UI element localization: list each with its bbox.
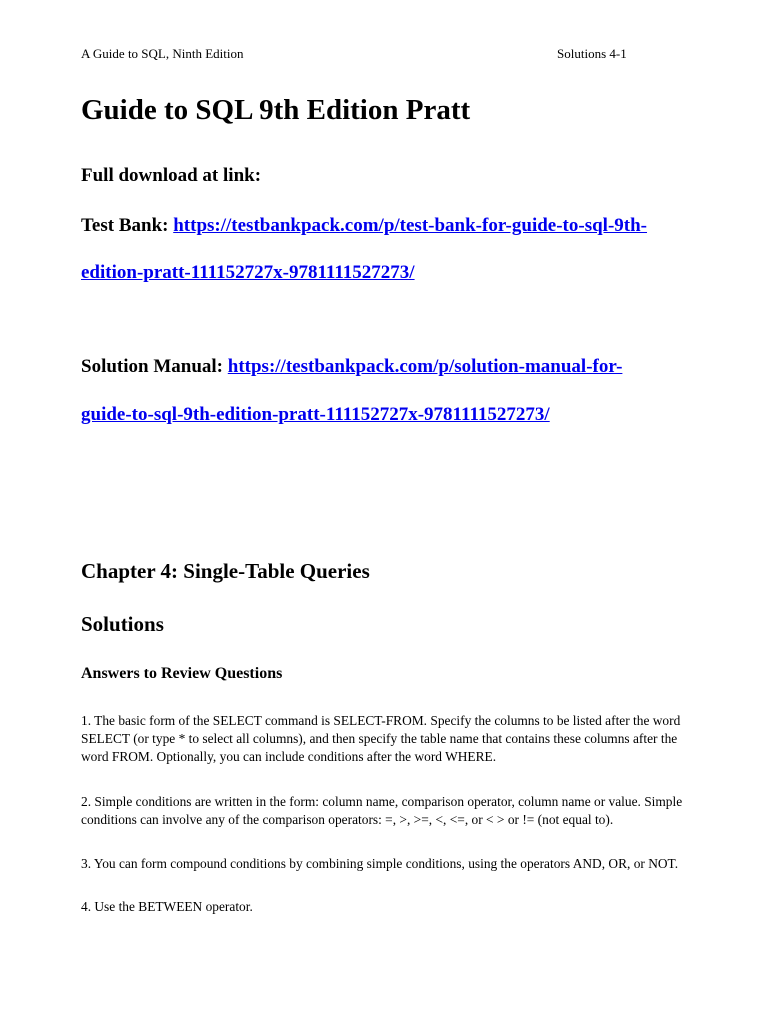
solution-manual-link-part1[interactable]: https://testbankpack.com/p/solution-manual-for- <box>227 356 623 377</box>
document-title: Guide to SQL 9th Edition Pratt <box>81 94 471 126</box>
running-header-right: Solutions 4-1 <box>557 46 627 61</box>
solution-manual-line <box>81 356 622 378</box>
solutions-heading: Solutions <box>81 612 164 636</box>
test-bank-link-part2[interactable]: edition-pratt-111152727x-9781111527273/ <box>81 262 415 283</box>
download-heading: Full download at link: <box>81 165 262 186</box>
test-bank-line <box>81 215 647 237</box>
answer-paragraph-3: 3. You can form compound conditions by combining simple conditions, using the operators AND, OR, or NOT. <box>81 856 679 871</box>
chapter-title: Chapter 4: Single-Table Queries <box>81 559 370 583</box>
test-bank-link-part1[interactable]: https://testbankpack.com/p/test-bank-for-guide-to-sql-9th- <box>173 215 648 236</box>
answer-paragraph-1: 1. The basic form of the SELECT command is SELECT-FROM. Specify the columns to be listed after the word SELECT (or type * to select all columns), and then specify the table name that contains these columns after the word FROM. Optionally, you can include conditions after the word WHERE. <box>81 713 681 764</box>
answer-paragraph-4: 4. Use the BETWEEN operator. <box>81 899 253 914</box>
test-bank-label: Test Bank: <box>81 215 174 236</box>
answer-paragraph-2: 2. Simple conditions are written in the form: column name, comparison operator, column name or value. Simple conditions can involve any of the comparison operators: =, >, >=, <, <=, or < > or != (not equal to). <box>81 794 683 827</box>
solution-manual-line-2 <box>81 404 550 426</box>
running-header-left: A Guide to SQL, Ninth Edition <box>81 46 244 61</box>
review-heading: Answers to Review Questions <box>81 665 283 682</box>
solution-manual-link-part2[interactable]: guide-to-sql-9th-edition-pratt-111152727x-9781111527273/ <box>81 404 550 425</box>
test-bank-line-2 <box>81 262 415 284</box>
solution-manual-label: Solution Manual: <box>81 356 228 377</box>
